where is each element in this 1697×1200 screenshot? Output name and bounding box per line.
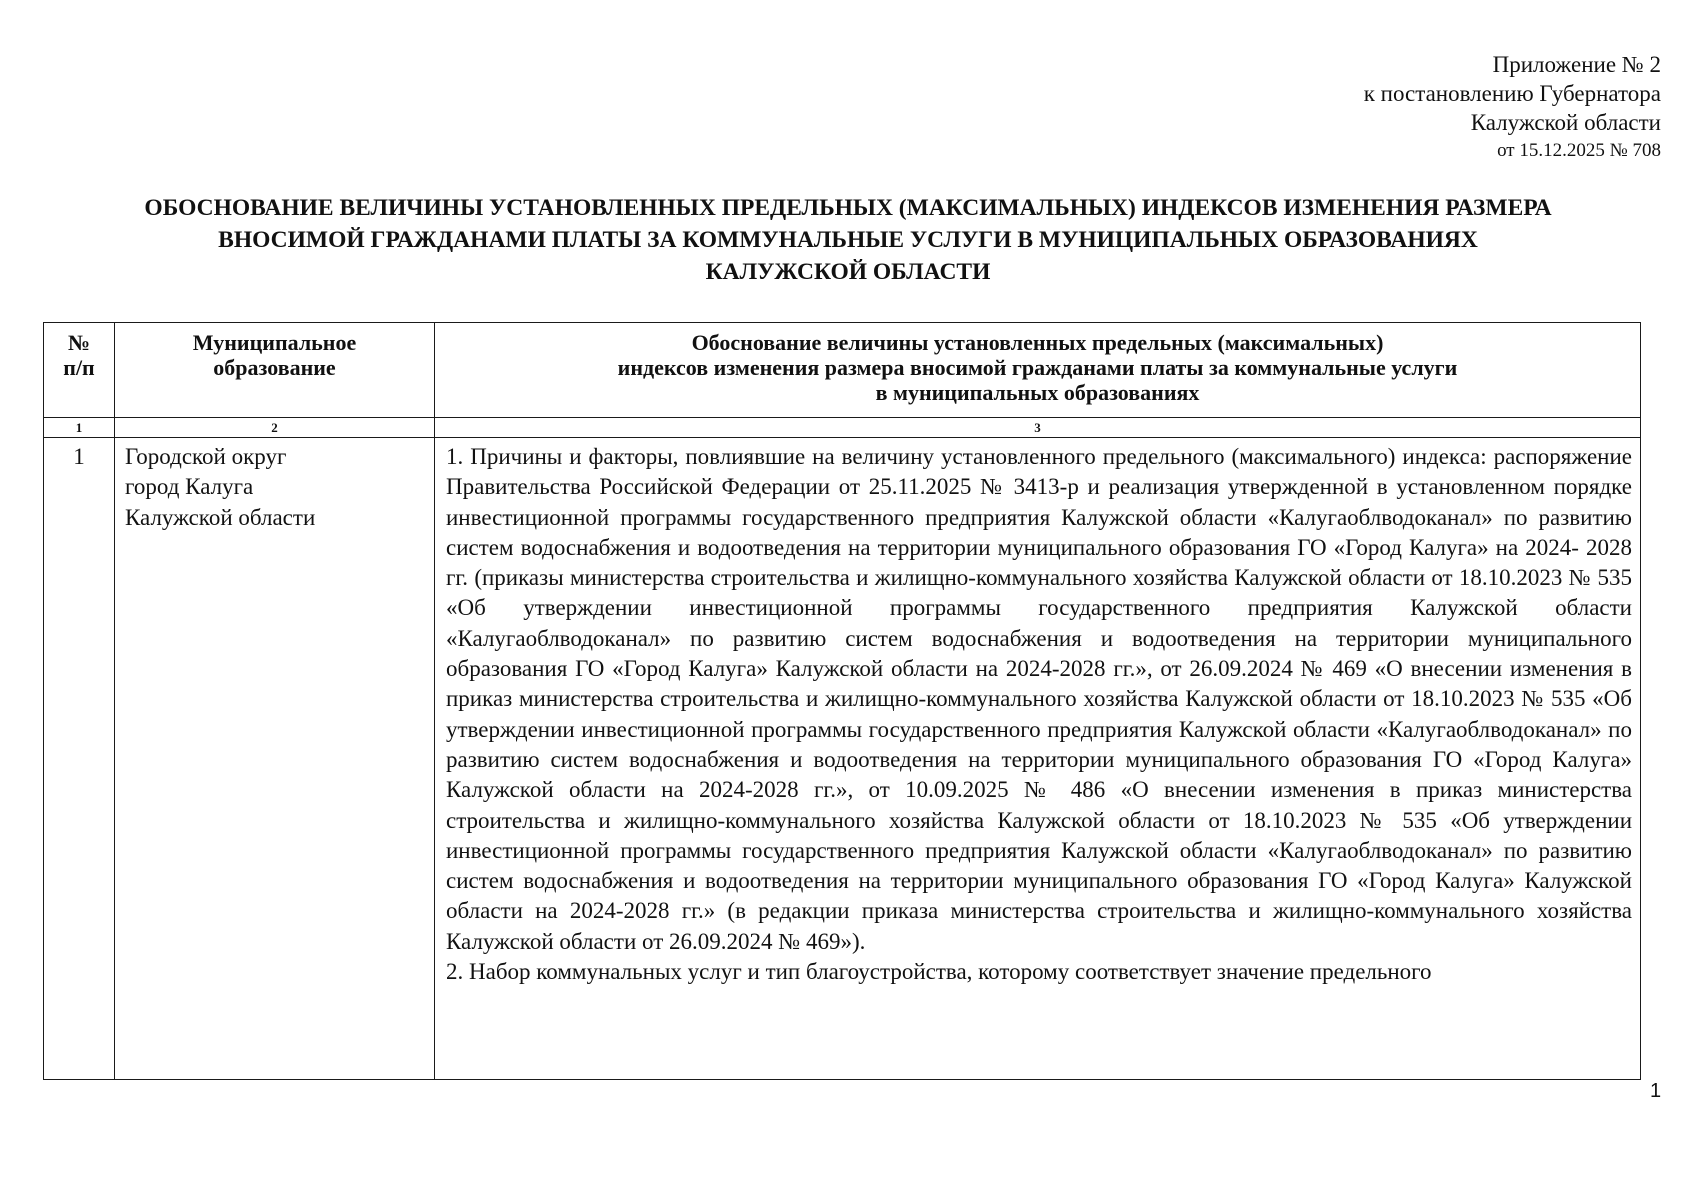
title-line: ОБОСНОВАНИЕ ВЕЛИЧИНЫ УСТАНОВЛЕННЫХ ПРЕДЕЛЬНЫХ (МАКСИМАЛЬНЫХ) ИНДЕКСОВ ИЗМЕНЕНИЯ РАЗМЕРА [144,195,1552,221]
title-line: КАЛУЖСКОЙ ОБЛАСТИ [705,259,991,285]
appendix-line: Приложение № 2 [1492,52,1661,77]
header-justification: Обоснование величины установленных предельных (максимальных) индексов изменения размера вносимой гражданами платы за коммунальные услуги в муниципальных образованиях [435,323,1641,418]
justification-paragraph: 2. Набор коммунальных услуг и тип благоустройства, которому соответствует значение предельного [446,959,1432,985]
page-number: 1 [1650,1080,1662,1102]
table-header-row [44,323,1641,418]
header-index: № п/п [44,323,115,418]
document-title [40,192,1656,288]
row-municipality: Городской округ город Калуга Калужской области [115,438,435,1080]
justification-table [43,322,1641,1080]
row-justification [435,438,1641,1080]
appendix-date: от 15.12.2025 № 708 [1497,140,1661,161]
row-index: 1 [44,438,115,1080]
table-row [44,438,1641,1080]
column-number: 2 [115,418,435,438]
appendix-block [1364,50,1661,164]
column-number: 1 [44,418,115,438]
header-municipality: Муниципальное образование [115,323,435,418]
appendix-line: к постановлению Губернатора [1363,81,1661,106]
justification-paragraph: 1. Причины и факторы, повлиявшие на величину установленного предельного (максимального) индекса: распоряжение Правительства Российской Федерации от 25.11.2025 № 3413-р и реализация утвержденной в установленном порядке инвестиционной программы государственного предприятия Калужской области «Калугаоблводоканал» по развитию систем водоснабжения и водоотведения на территории муниципального образования ГО «Город Калуга» на 2024- 2028 гг. (приказы министерства строительства и жилищно-коммунального хозяйства Калужской области от 18.10.2023 № 535 «Об утверждении инвестиционной программы государственного предприятия Калужской области «Калугаоблводоканал» по развитию систем водоснабжения и водоотведения на территории муниципального образования ГО «Город Калуга» Калужской области на 2024-2028 гг.», от 26.09.2024 № 469 «О внесении изменения в приказ министерства строительства и жилищно-коммунального хозяйства Калужской области от 18.10.2023 № 535 «Об утверждении инвестиционной программы государственного предприятия Калужской области «Калугаоблводоканал» по развитию систем водоснабжения и водоотведения на территории муниципального образования ГО «Город Калуга» Калужской области на 2024-2028 гг.», от 10.09.2025 № 486 «О внесении изменения в приказ министерства строительства и жилищно-коммунального хозяйства Калужской области от 18.10.2023 № 535 «Об утверждении инвестиционной программы государственного предприятия Калужской области «Калугаоблводоканал» по развитию систем водоснабжения и водоотведения на территории муниципального образования ГО «Город Калуга» Калужской области на 2024-2028 гг.» (в редакции приказа министерства строительства и жилищно-коммунального хозяйства Калужской области от 26.09.2024 № 469»). [446,444,1632,954]
title-line: ВНОСИМОЙ ГРАЖДАНАМИ ПЛАТЫ ЗА КОММУНАЛЬНЫЕ УСЛУГИ В МУНИЦИПАЛЬНЫХ ОБРАЗОВАНИЯХ [218,227,1478,253]
column-number-row [44,418,1641,438]
column-number: 3 [435,418,1641,438]
appendix-line: Калужской области [1470,110,1661,135]
